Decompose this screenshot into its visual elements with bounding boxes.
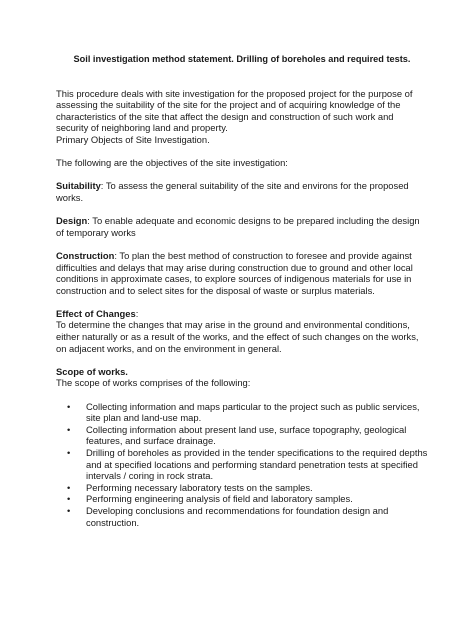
list-item-text: Performing necessary laboratory tests on the samples. <box>86 481 313 493</box>
list-item-text: Performing engineering analysis of field and laboratory samples. <box>86 493 353 505</box>
effect-of-changes-heading: Effect of Changes <box>56 307 136 319</box>
objectives-intro: The following are the objectives of the site investigation: <box>56 157 288 169</box>
bullet-icon: • <box>67 447 71 458</box>
list-item <box>56 493 428 505</box>
bullet-icon: • <box>67 504 71 516</box>
bullet-icon: • <box>67 481 71 493</box>
list-item-text: Drilling of boreholes as provided in the tender specifications to the required depths <box>86 447 428 458</box>
scope-intro: The scope of works comprises of the following: <box>56 377 251 389</box>
list-item-text: Developing conclusions and recommendations for foundation design and construction. <box>86 504 389 528</box>
design-paragraph <box>56 215 428 238</box>
primary-objects-line: Primary Objects of Site Investigation. <box>56 133 210 145</box>
list-item-text: Collecting information about present land use, surface topography, geological features, and surface drainage. <box>86 423 407 447</box>
list-item <box>56 482 428 494</box>
document-page <box>56 54 428 528</box>
bullet-icon: • <box>67 493 71 505</box>
effect-of-changes-colon: : <box>135 307 139 319</box>
list-item <box>56 505 428 528</box>
effect-of-changes-heading-line <box>56 308 428 320</box>
document-title: Soil investigation method statement. Drilling of boreholes and required tests. <box>73 54 411 64</box>
scope-heading: Scope of works. <box>56 365 128 377</box>
construction-text: : To plan the best method of construction to foresee and provide against difficulties and delays that may arise during construction due to ground and other local conditions in approximate cases, to explore sources of indigenous materials for use in construction and to select sites for the disposal of waste or surplus materials. <box>56 249 413 296</box>
bullet-icon: • <box>67 400 71 412</box>
construction-heading: Construction <box>56 249 115 261</box>
scope-list <box>56 401 428 529</box>
intro-paragraph: This procedure deals with site investigation for the proposed project for the purpose of assessing the suitability of the site for the project and of acquiring knowledge of the characteristics of the site that affect the design and construction of such work and security of neighboring land and property. <box>56 87 413 134</box>
list-item <box>56 424 428 447</box>
construction-paragraph <box>56 250 428 296</box>
suitability-text: : To assess the general suitability of the site and environs for the proposed works. <box>56 180 409 203</box>
effect-of-changes-text: To determine the changes that may arise in the ground and environmental conditions, either naturally or as a result of the works, and the effect of such changes on the works, on adjacent works, and on the environment in general. <box>56 319 419 354</box>
design-heading: Design <box>56 215 88 227</box>
design-text: : To enable adequate and economic designs to be prepared including the design of temporary works <box>56 215 420 238</box>
list-item-text: and at specified locations and performing standard penetration tests at specified intervals / coring in rock strata. <box>86 458 418 482</box>
list-item-text: Collecting information and maps particular to the project such as public services, site plan and land-use map. <box>86 400 420 424</box>
list-item-continuation <box>56 459 428 482</box>
list-item <box>56 447 428 459</box>
list-item <box>56 401 428 424</box>
bullet-icon: • <box>67 423 71 435</box>
suitability-heading: Suitability <box>56 180 101 192</box>
suitability-paragraph <box>56 180 428 203</box>
